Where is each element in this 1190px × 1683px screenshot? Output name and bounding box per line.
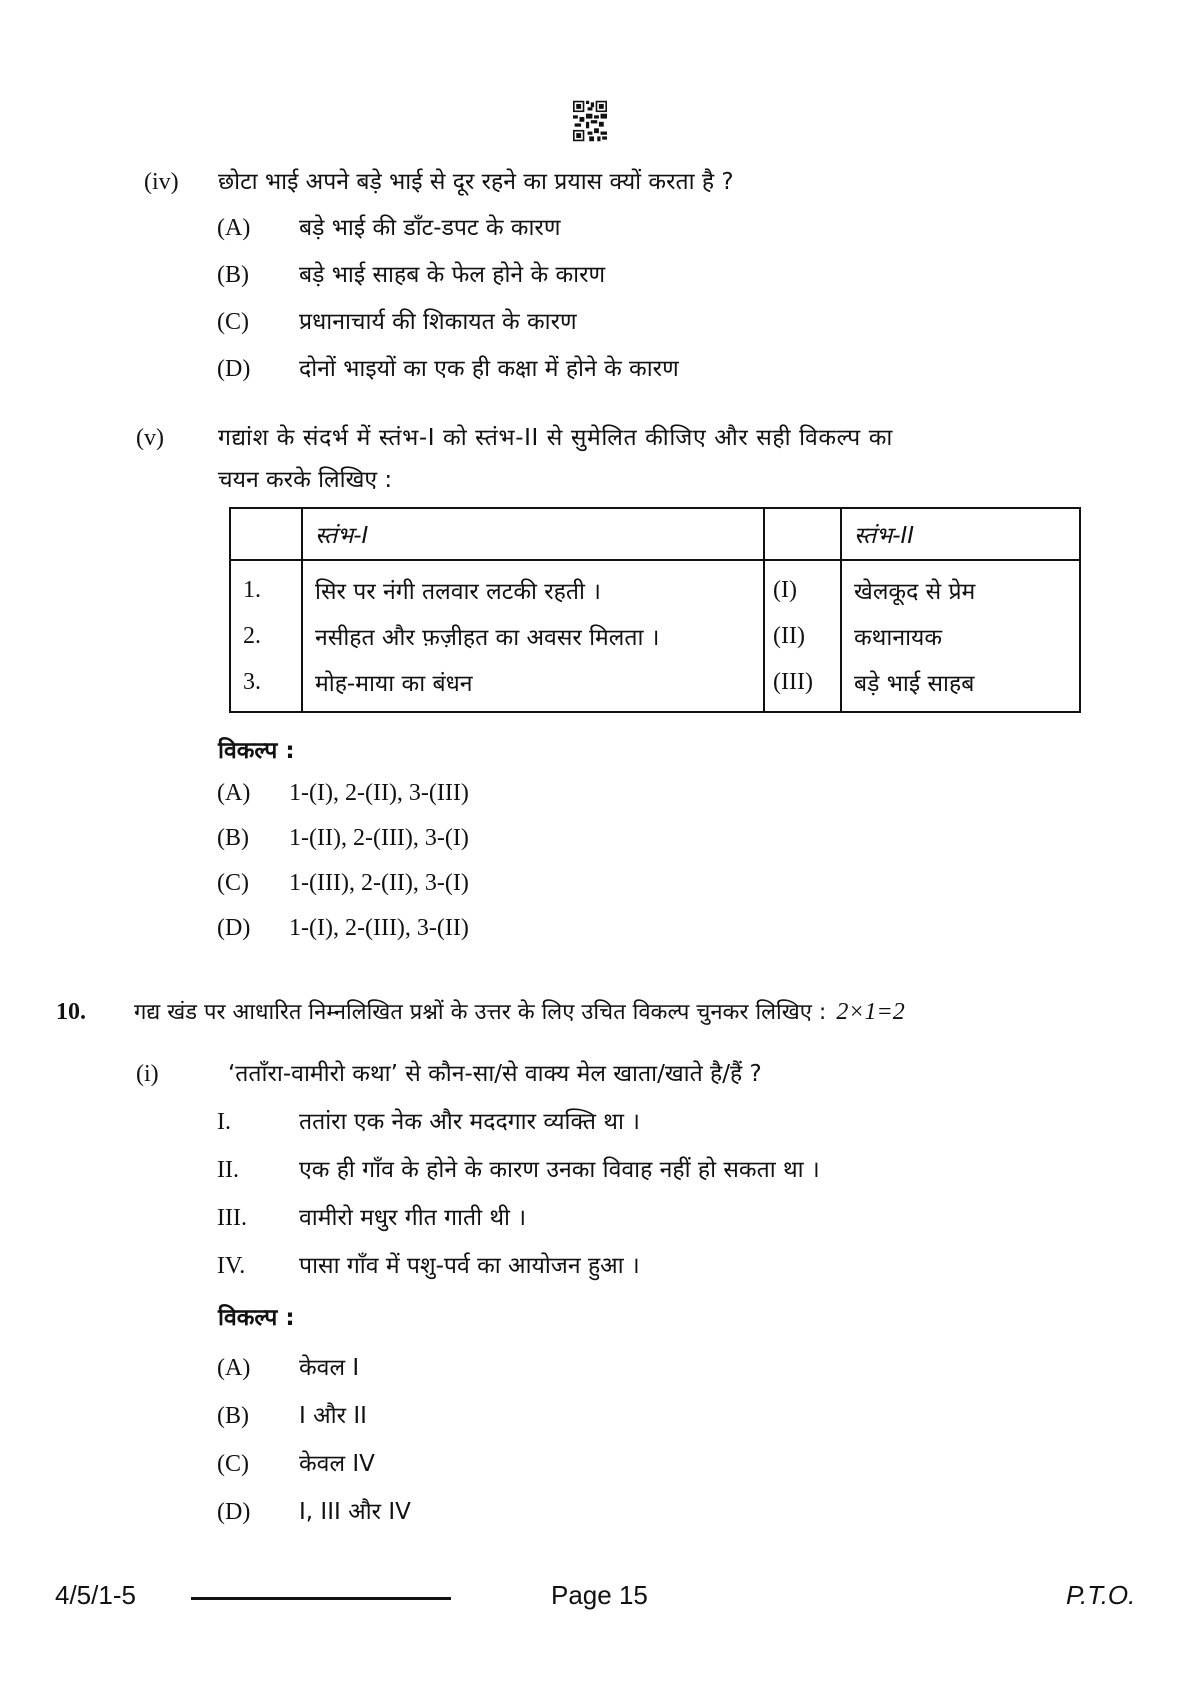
- right-number: (I): [773, 576, 797, 603]
- question-10-i: [136, 1056, 762, 1088]
- option-text: प्रधानाचार्य की शिकायत के कारण: [299, 309, 577, 335]
- statement-text: ततांरा एक नेक और मददगार व्यक्ति था ।: [299, 1109, 640, 1135]
- question-text: छोटा भाई अपने बड़े भाई से दूर रहने का प्रयास क्यों करता है ?: [218, 169, 734, 195]
- option-key: (C): [217, 309, 249, 335]
- option-row: [217, 257, 605, 289]
- option-key: (B): [217, 1403, 249, 1429]
- option-text: 1-(III), 2-(II), 3-(I): [289, 870, 469, 896]
- option-key: (A): [217, 1355, 251, 1381]
- option-key: (A): [217, 780, 251, 806]
- paper-code: 4/5/1-5: [55, 1580, 136, 1610]
- page-number: Page 15: [551, 1580, 648, 1610]
- option-row: [217, 915, 469, 942]
- statement-key: II.: [217, 1157, 239, 1183]
- option-row: [217, 351, 679, 383]
- question-instruction: गद्य खंड पर आधारित निम्नलिखित प्रश्नों के उत्तर के लिए उचित विकल्प चुनकर लिखिए :: [134, 1000, 827, 1025]
- left-item: मोह-माया का बंधन: [315, 671, 473, 697]
- option-text: 1-(I), 2-(III), 3-(II): [289, 915, 469, 941]
- left-number: 2.: [243, 622, 261, 649]
- option-text: 1-(II), 2-(III), 3-(I): [289, 825, 469, 851]
- right-items-cell: [841, 560, 1080, 712]
- question-label: (v): [136, 425, 164, 451]
- question-number: 10.: [56, 999, 86, 1025]
- right-item: खेलकूद से प्रेम: [854, 579, 976, 605]
- option-row: [217, 210, 560, 242]
- right-number: (III): [773, 668, 813, 695]
- right-item: बड़े भाई साहब: [854, 671, 975, 697]
- question-label: (i): [136, 1061, 159, 1087]
- pto-label: P.T.O.: [1066, 1580, 1136, 1610]
- option-row: [217, 780, 469, 807]
- table-header-row: [230, 508, 1080, 560]
- statement-text: पासा गाँव में पशु-पर्व का आयोजन हुआ ।: [299, 1253, 640, 1279]
- option-row: [217, 1350, 359, 1382]
- option-text: I और II: [299, 1403, 367, 1429]
- left-items-cell: [302, 560, 764, 712]
- option-key: (B): [217, 825, 249, 851]
- statement-key: III.: [217, 1205, 247, 1231]
- option-row: [217, 304, 577, 336]
- match-table: [229, 507, 1081, 713]
- option-text: 1-(I), 2-(II), 3-(III): [289, 780, 469, 806]
- question-label: (iv): [144, 169, 179, 195]
- option-key: (D): [217, 356, 251, 382]
- option-key: (C): [217, 870, 249, 896]
- left-numbers-cell: [230, 560, 302, 712]
- left-number: 3.: [243, 668, 261, 695]
- statement-row: [217, 1200, 526, 1232]
- question-text: ‘तताँरा-वामीरो कथा’ से कौन-सा/से वाक्य मेल खाता/खाते है/हैं ?: [228, 1061, 762, 1087]
- option-row: [217, 1494, 411, 1526]
- question-text-line1: गद्यांश के संदर्भ में स्तंभ-I को स्तंभ-II से सुमेलित कीजिए और सही विकल्प का: [218, 425, 893, 451]
- question-9-v: [136, 420, 893, 452]
- option-row: [217, 825, 469, 852]
- option-key: (A): [217, 215, 251, 241]
- vikalp-label: विकल्प :: [218, 1305, 295, 1331]
- column-1-header: स्तंभ-I: [302, 508, 764, 560]
- statement-text: वामीरो मधुर गीत गाती थी ।: [299, 1205, 527, 1231]
- option-key: (D): [217, 1499, 251, 1525]
- table-header-empty: [230, 508, 302, 560]
- right-number: (II): [773, 622, 805, 649]
- table-body-row: [230, 560, 1080, 712]
- option-key: (C): [217, 1451, 249, 1477]
- qr-code-icon: [573, 100, 607, 142]
- right-numbers-cell: [764, 560, 841, 712]
- marks: 2×1=2: [836, 999, 905, 1025]
- statement-row: [217, 1104, 640, 1136]
- option-key: (D): [217, 915, 251, 941]
- statement-row: [217, 1248, 640, 1280]
- column-2-header: स्तंभ-II: [841, 508, 1080, 560]
- question-10: [56, 996, 905, 1026]
- table-header-empty: [764, 508, 841, 560]
- footer-divider: [191, 1597, 451, 1600]
- statement-key: I.: [217, 1109, 231, 1135]
- statement-row: [217, 1152, 820, 1184]
- option-text: केवल IV: [299, 1451, 375, 1477]
- option-text: बड़े भाई साहब के फेल होने के कारण: [299, 262, 606, 288]
- option-text: केवल I: [299, 1355, 360, 1381]
- vikalp-label: विकल्प :: [218, 738, 295, 764]
- option-row: [217, 870, 469, 897]
- option-key: (B): [217, 262, 249, 288]
- statement-key: IV.: [217, 1253, 246, 1279]
- left-number: 1.: [243, 576, 261, 603]
- option-text: I, III और IV: [299, 1499, 411, 1525]
- option-row: [217, 1398, 367, 1430]
- left-item: नसीहत और फ़ज़ीहत का अवसर मिलता ।: [315, 625, 660, 651]
- question-9-iv: [144, 164, 734, 196]
- question-text-line2: चयन करके लिखिए :: [218, 467, 393, 493]
- option-text: बड़े भाई की डाँट-डपट के कारण: [299, 215, 561, 241]
- statement-text: एक ही गाँव के होने के कारण उनका विवाह नहीं हो सकता था ।: [299, 1157, 820, 1183]
- right-item: कथानायक: [854, 625, 943, 651]
- option-text: दोनों भाइयों का एक ही कक्षा में होने के कारण: [299, 356, 679, 382]
- left-item: सिर पर नंगी तलवार लटकी रहती ।: [315, 579, 601, 605]
- option-row: [217, 1446, 375, 1478]
